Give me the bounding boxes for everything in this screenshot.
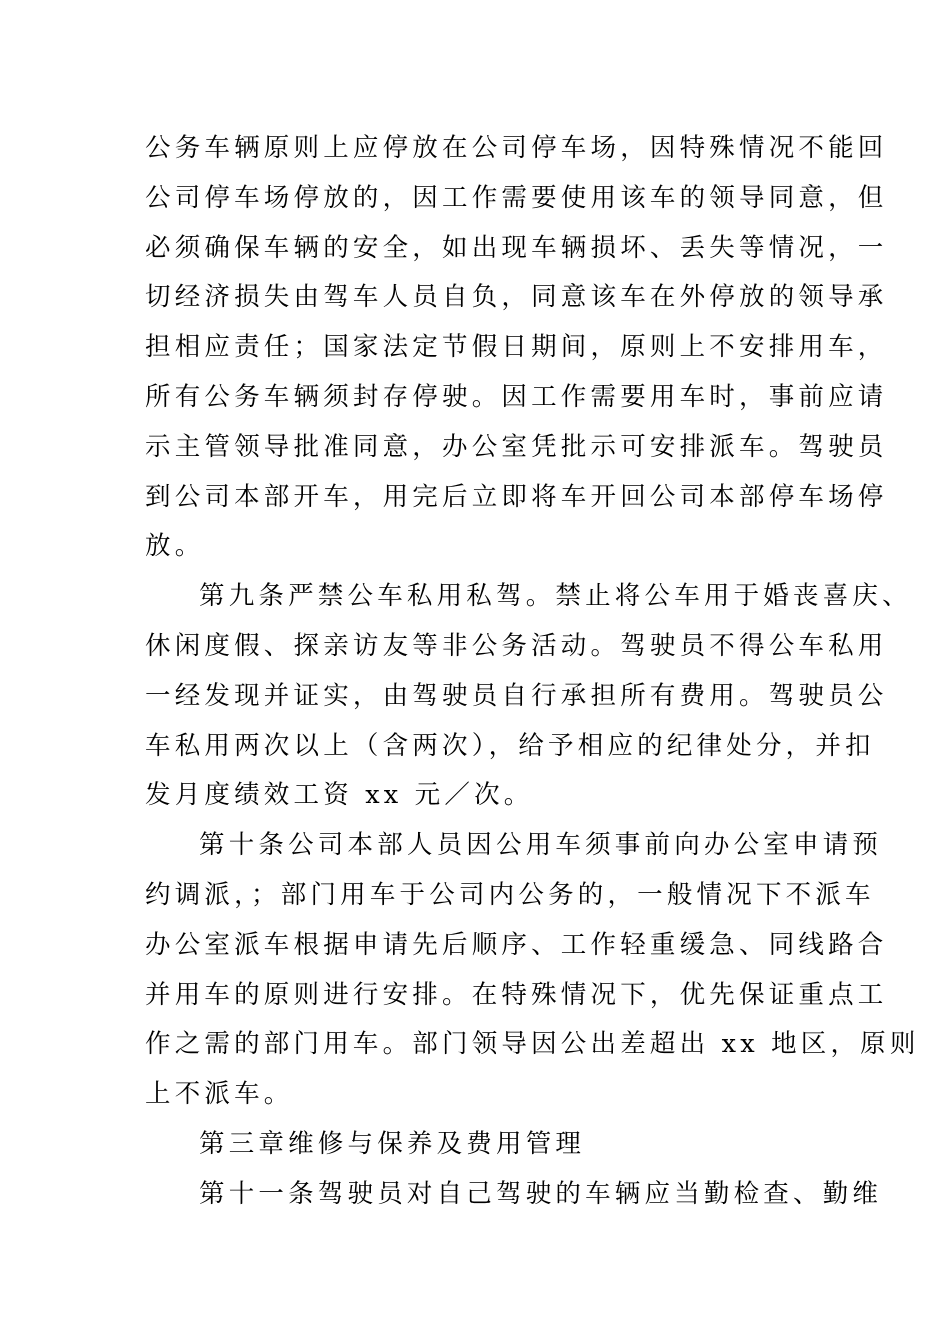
text-line: 一经发现并证实，由驾驶员自行承担所有费用。驾驶员公: [145, 680, 888, 711]
text-line: 所有公务车辆须封存停驶。因工作需要用车时，事前应请: [145, 381, 888, 412]
text-line: 约调派，；部门用车于公司内公务的，一般情况下不派车: [145, 879, 875, 910]
text-line: 担相应责任；国家法定节假日期间，原则上不安排用车，: [145, 332, 888, 363]
text-line: 切经济损失由驾车人员自负，同意该车在外停放的领导承: [145, 282, 888, 313]
article-11-heading-line: 第十一条驾驶员对自己驾驶的车辆应当勤检查、勤维: [199, 1178, 883, 1209]
text-line: 必须确保车辆的安全，如出现车辆损坏、丢失等情况，一: [145, 232, 888, 263]
text-line: 休闲度假、探亲访友等非公务活动。驾驶员不得公车私用: [145, 630, 888, 661]
article-10-heading-line: 第十条公司本部人员因公用车须事前向办公室申请预: [199, 830, 883, 861]
text-line: 并用车的原则进行安排。在特殊情况下，优先保证重点工: [145, 979, 888, 1010]
article-9-heading-line: 第九条严禁公车私用私驾。禁止将公车用于婚丧喜庆、: [199, 581, 912, 612]
text-line: 放。: [145, 531, 205, 562]
text-line: 到公司本部开车，用完后立即将车开回公司本部停车场停: [145, 481, 888, 512]
chapter-3-heading: 第三章维修与保养及费用管理: [199, 1128, 586, 1159]
text-line: 公司停车场停放的，因工作需要使用该车的领导同意，但: [145, 182, 888, 213]
text-line: 示主管领导批准同意，办公室凭批示可安排派车。驾驶员: [145, 431, 888, 462]
text-line: 公务车辆原则上应停放在公司停车场，因特殊情况不能回: [145, 133, 888, 163]
text-line: 办公室派车根据申请先后顺序、工作轻重缓急、同线路合: [145, 929, 888, 960]
text-line: 车私用两次以上（含两次），给予相应的纪律处分，并扣: [145, 730, 875, 761]
text-line: 发月度绩效工资 xx 元／次。: [145, 780, 534, 811]
text-line: 上不派车。: [145, 1079, 294, 1110]
document-body: [145, 124, 920, 1220]
text-line: 作之需的部门用车。部门领导因公出差超出 xx 地区，原则: [145, 1029, 920, 1060]
